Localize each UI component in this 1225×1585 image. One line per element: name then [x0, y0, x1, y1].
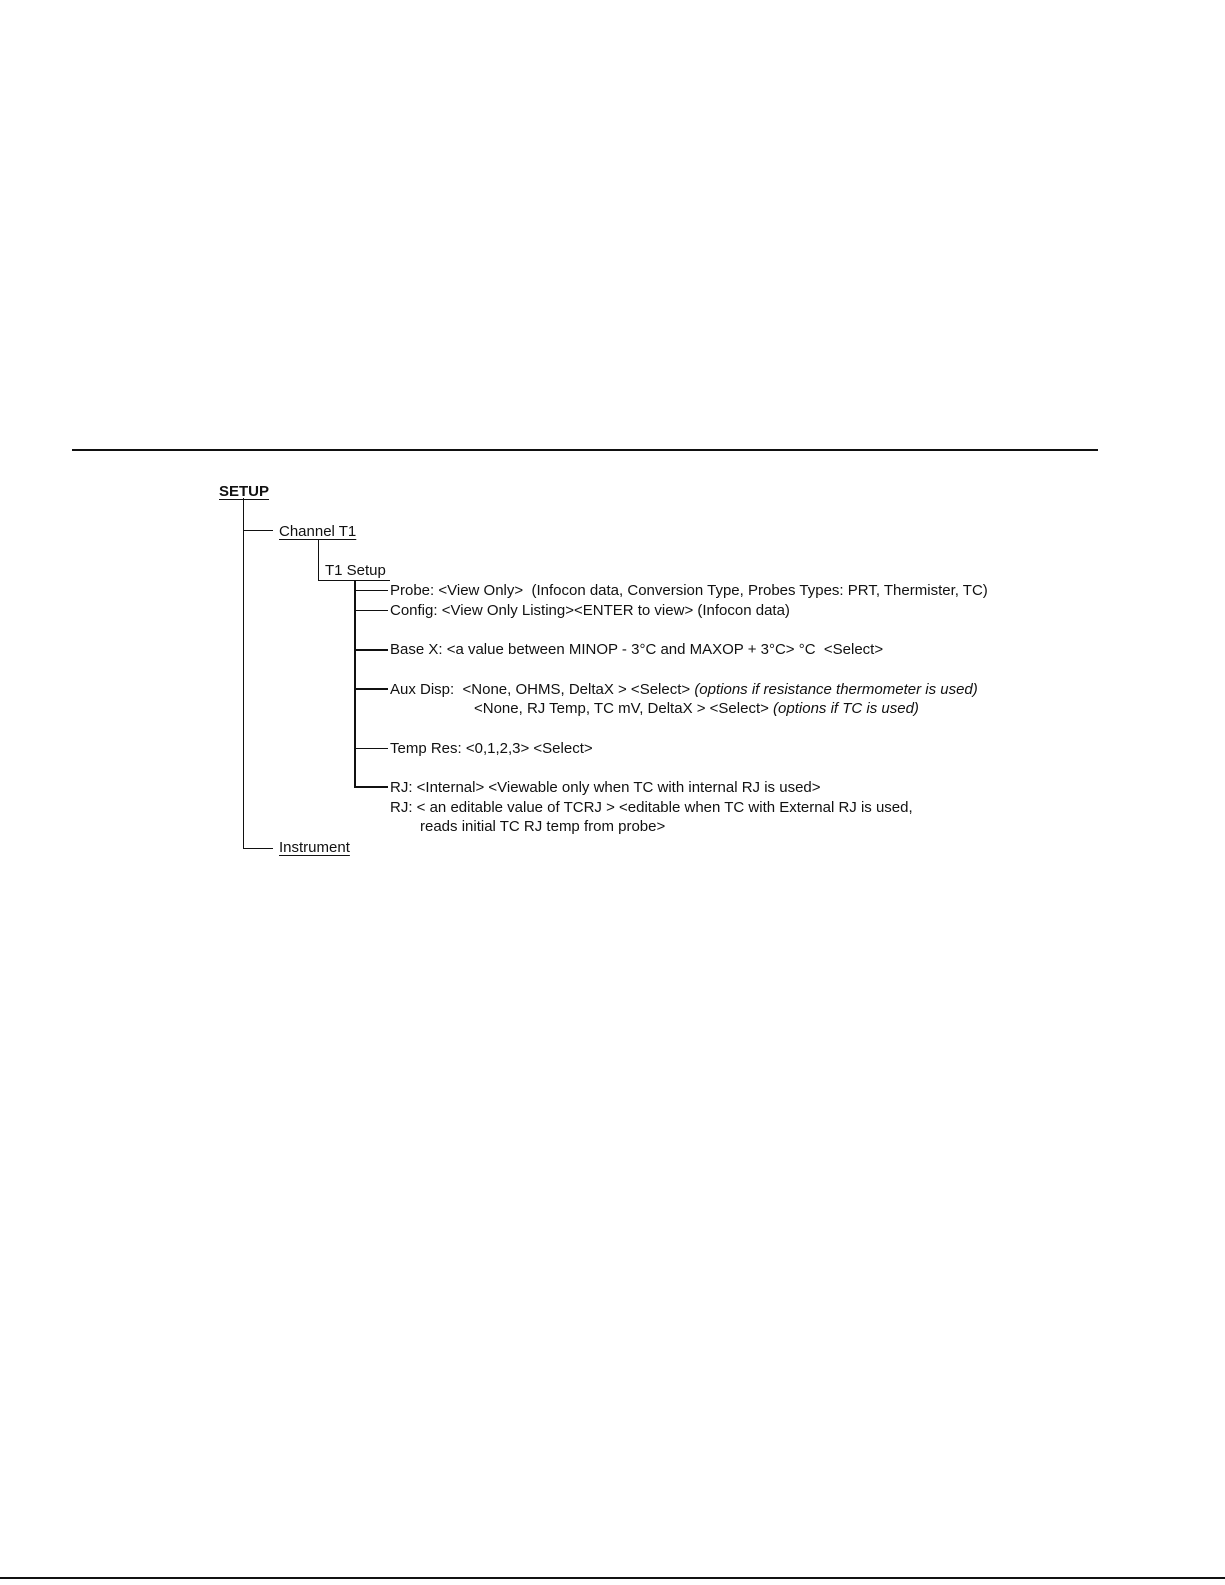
temp-res-item: Temp Res: <0,1,2,3> <Select>: [390, 740, 593, 757]
rj-internal-item: RJ: <Internal> <Viewable only when TC with internal RJ is used>: [390, 779, 821, 796]
rj-branch-line: [354, 786, 388, 788]
probe-item: Probe: <View Only> (Infocon data, Conversion Type, Probes Types: PRT, Thermister, TC): [390, 582, 988, 599]
rj-external-item-cont: reads initial TC RJ temp from probe>: [420, 818, 666, 835]
channel-trunk-line: [318, 540, 319, 580]
temp-res-branch-line: [354, 748, 388, 749]
setup-trunk-line: [354, 580, 356, 788]
channel-branch-line: [243, 530, 273, 531]
base-x-item: Base X: <a value between MINOP - 3°C and MAXOP + 3°C> °C <Select>: [390, 641, 884, 658]
root-trunk-line: [243, 498, 244, 848]
base-x-branch-line: [354, 649, 388, 651]
channel-t1-label: Channel T1: [279, 523, 357, 540]
aux-disp-options-2: <None, RJ Temp, TC mV, DeltaX > <Select>: [474, 700, 774, 717]
aux-disp-note-2: (options if TC is used): [773, 700, 919, 717]
instrument-branch-line: [243, 848, 273, 849]
instrument-label: Instrument: [279, 839, 350, 856]
aux-disp-branch-line: [354, 688, 388, 690]
setup-root-label: SETUP: [219, 483, 270, 500]
aux-disp-note-1: (options if resistance thermometer is used): [694, 681, 978, 698]
probe-branch-line: [354, 590, 388, 591]
aux-disp-options-1: Aux Disp: <None, OHMS, DeltaX > <Select>: [390, 681, 695, 698]
aux-disp-item-2: [474, 700, 919, 717]
footer-rule: [0, 1577, 1225, 1579]
t1-setup-label: T1 Setup: [325, 562, 386, 579]
rj-external-item: RJ: < an editable value of TCRJ > <editable when TC with External RJ is used,: [390, 799, 913, 816]
aux-disp-item-1: [390, 681, 978, 698]
config-item: Config: <View Only Listing><ENTER to view> (Infocon data): [390, 602, 790, 619]
config-branch-line: [354, 610, 388, 611]
header-rule: [72, 449, 1098, 451]
